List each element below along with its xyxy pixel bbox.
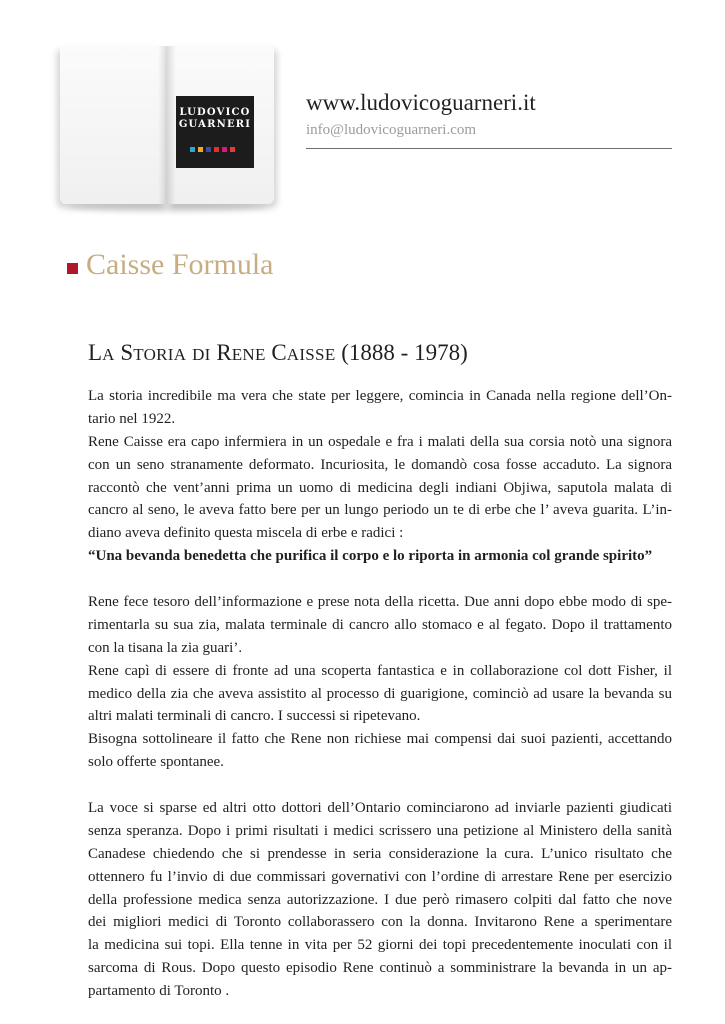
subtitle-cap: L [88, 340, 103, 365]
body-line: della professione medica senza autorizzazione. I due però rimasero colpiti dal fatto che nove [88, 891, 672, 908]
subtitle-years: (1888 - 1978) [341, 340, 468, 365]
subtitle-smallcaps: D [192, 345, 205, 364]
logo-swatch [214, 147, 219, 152]
body-line: tario nel 1922. [88, 410, 176, 427]
subtitle-smallcaps: I [204, 345, 211, 364]
website-link[interactable]: www.ludovicoguarneri.it [306, 90, 536, 115]
body-line: con la tisana la zia guari’. [88, 639, 243, 656]
body-line: rimentarla su sua zia, malata terminale di cancro allo stomaco e al fegato. Dopo il trattamento [88, 616, 672, 633]
logo-text-line-1: LUDOVICO [179, 107, 251, 118]
section-title: Caisse Formula [86, 248, 274, 281]
logo-swatch [198, 147, 203, 152]
email-link[interactable]: info@ludovicoguarneri.com [306, 122, 477, 138]
logo-text-line-2: GUARNERI [178, 119, 252, 130]
subtitle-smallcaps: A [102, 345, 115, 364]
logo-swatch [190, 147, 195, 152]
subtitle-smallcaps: AISSE [286, 345, 336, 364]
subtitle-cap: R [216, 340, 232, 365]
quote-line: “Una bevanda benedetta che purifica il corpo e lo riporta in armonia col grande spirito” [88, 548, 653, 565]
subtitle-cap: S [120, 340, 134, 365]
article-body [88, 385, 672, 1003]
body-line: sarcoma di Rous. Dopo questo episodio Rene continuò a somministrare la bevanda in un ap- [88, 960, 672, 977]
body-line: partamento di Toronto . [88, 983, 230, 1000]
body-line: Rene fece tesoro dell’informazione e prese nota della ricetta. Due anni dopo ebbe modo di spe- [88, 594, 672, 611]
article-subtitle [88, 340, 468, 366]
subtitle-cap: C [271, 340, 287, 365]
section-bullet-icon [67, 263, 78, 274]
brand-logo [176, 96, 254, 168]
body-line: La voce si sparse ed altri otto dottori dell’Ontario cominciarono ad inviarle pazienti giudicati [88, 800, 672, 817]
body-line: dei migliori medici di Toronto collaborassero con la donna. Invitarono Rene a sperimentare [88, 914, 672, 931]
body-line: Bisogna sottolineare il fatto che Rene non richiese mai compensi dai suoi pazienti, accettando [88, 731, 672, 748]
blank-line [88, 774, 672, 797]
book-logo [58, 42, 276, 220]
body-line: La storia incredibile ma vera che state per leggere, comincia in Canada nella regione dell’On- [88, 388, 672, 404]
body-line: Rene Caisse era capo infermiera in un ospedale e fra i malati della sua corsia notò una signora [88, 433, 672, 450]
subtitle-smallcaps: ENE [231, 345, 266, 364]
body-line: solo offerte spontanee. [88, 754, 224, 771]
logo-swatch [222, 147, 227, 152]
body-line: diano aveva definito questa miscela di erbe e radici : [88, 525, 404, 542]
book-gutter [158, 46, 176, 204]
logo-swatch [206, 147, 211, 152]
body-line: con un seno stranamente deformato. Incuriosita, le domandò cosa fosse accaduto. La signora [88, 456, 672, 473]
subtitle-smallcaps: TORIA [133, 345, 187, 364]
body-line: Rene capì di essere di fronte ad una scoperta fantastica e in collaborazione col dott Fisher, il [88, 662, 672, 679]
blank-line [88, 568, 672, 591]
body-line: altri malati terminali di cancro. I successi si ripetevano. [88, 708, 421, 725]
body-line: raccontò che vent’anni prima un uomo di medicina degli indiani Objiwa, saputola malata di [88, 479, 672, 496]
logo-swatch [230, 147, 235, 152]
body-line: la medicina sui topi. Ella tenne in vita per 52 giorni dei topi precedentemente inoculati con il [88, 937, 672, 954]
book-left-page [60, 46, 167, 204]
logo-color-swatches [190, 147, 238, 152]
body-line: ottennero fu l’invio di due commissari governativi con l’ordine di arrestare Rene per esercizio [88, 868, 672, 885]
body-line: Canadese chiedendo che si prendesse in seria considerazione la cura. L’unico risultato che [88, 845, 672, 862]
body-line: cancro al seno, le aveva fatto bere per un lungo periodo un te di erbe che l’ aveva guarita. L’in- [88, 502, 672, 519]
body-line: senza speranza. Dopo i primi risultati i medici scrissero una petizione al Ministero della sanità [88, 822, 672, 839]
body-line: medico della zia che aveva assistito al processo di guarigione, cominciò ad usare la bevanda su [88, 685, 672, 702]
header-divider [306, 148, 672, 149]
